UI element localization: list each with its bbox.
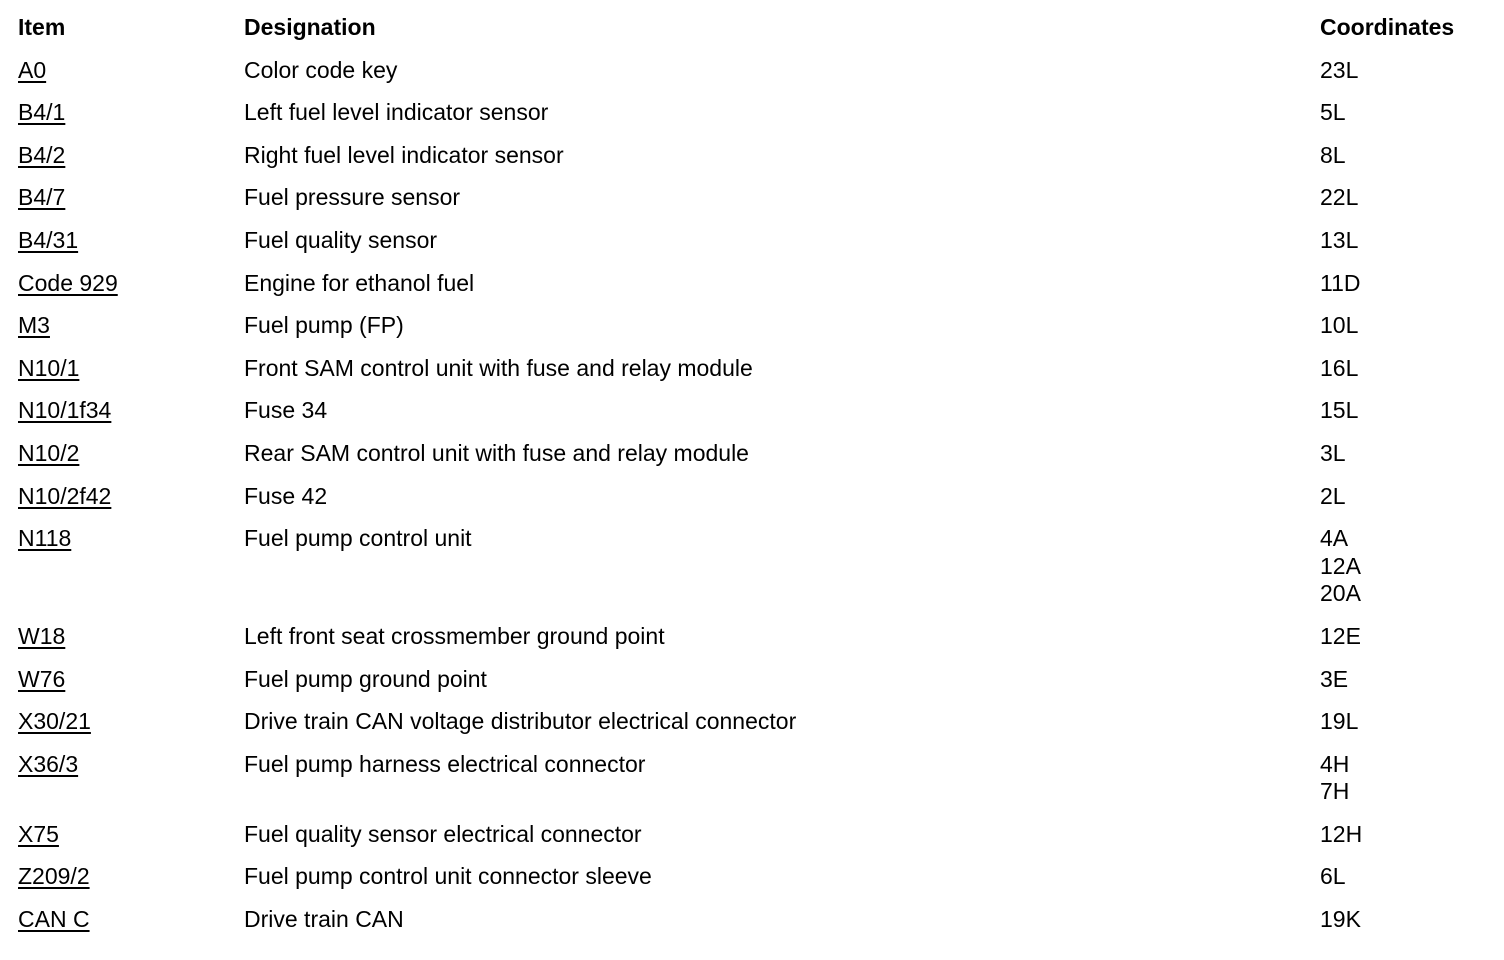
item-cell [18,821,244,849]
designation-cell: Fuse 42 [244,482,328,509]
designation-cell: Right fuel level indicator sensor [244,141,564,168]
coordinates-cell [1320,906,1498,934]
item-cell [18,863,244,891]
coordinate-value: 12E [1320,622,1361,649]
item-link[interactable]: B4/2 [18,141,66,168]
item-cell [18,906,244,934]
coordinate-value: 12A [1320,552,1361,579]
coordinates-cell [1320,708,1498,736]
item-link[interactable]: M3 [18,312,50,339]
legend-row [18,270,1498,313]
coordinate-value: 12H [1320,820,1363,847]
coordinate-value: 20A [1320,580,1361,607]
coordinate-value: 3L [1320,439,1346,466]
coordinate-value: 5L [1320,99,1346,126]
coordinate-value: 2L [1320,482,1346,509]
legend-row [18,821,1498,864]
coordinates-cell [1320,57,1498,85]
component-legend-table [18,14,1498,949]
legend-header-row [18,14,1498,57]
item-cell [18,142,244,170]
item-link[interactable]: B4/7 [18,184,66,211]
legend-row [18,184,1498,227]
designation-cell: Rear SAM control unit with fuse and relay module [244,439,749,466]
coordinate-value: 4A [1320,525,1349,552]
item-cell [18,440,244,468]
coordinates-cell [1320,99,1498,127]
coordinate-value: 8L [1320,141,1346,168]
item-link[interactable]: CAN C [18,906,90,933]
item-cell [18,99,244,127]
legend-row [18,142,1498,185]
designation-cell: Fuel pressure sensor [244,184,461,211]
item-link[interactable]: X30/21 [18,708,91,735]
item-cell [18,184,244,212]
coordinates-cell [1320,623,1498,651]
item-link[interactable]: N10/1 [18,354,80,381]
designation-cell: Color code key [244,56,398,83]
coordinates-cell [1320,666,1498,694]
coordinates-cell [1320,397,1498,425]
item-link[interactable]: N10/1f34 [18,397,112,424]
item-cell [18,666,244,694]
item-cell [18,483,244,511]
item-link[interactable]: Code 929 [18,269,118,296]
legend-row [18,863,1498,906]
coordinates-cell [1320,751,1498,806]
item-link[interactable]: N10/2f42 [18,482,112,509]
legend-row [18,397,1498,440]
item-link[interactable]: B4/31 [18,226,79,253]
legend-row [18,312,1498,355]
designation-column-header: Designation [244,14,376,40]
legend-row [18,906,1498,949]
item-cell [18,227,244,255]
legend-row [18,666,1498,709]
designation-cell: Fuel pump (FP) [244,312,404,339]
legend-row [18,99,1498,142]
item-cell [18,623,244,651]
designation-cell: Fuel pump control unit connector sleeve [244,863,652,890]
item-cell [18,57,244,85]
designation-cell: Fuel pump harness electrical connector [244,750,646,777]
coordinates-cell [1320,863,1498,891]
legend-row [18,708,1498,751]
designation-cell: Front SAM control unit with fuse and relay module [244,354,753,381]
coordinate-value: 6L [1320,863,1346,890]
legend-body [18,57,1498,949]
legend-row [18,751,1498,821]
coordinates-cell [1320,142,1498,170]
coordinates-column-header: Coordinates [1320,14,1455,40]
designation-cell: Fuel quality sensor [244,226,438,253]
item-cell [18,312,244,340]
item-link[interactable]: A0 [18,56,47,83]
coordinates-cell [1320,821,1498,849]
legend-row [18,57,1498,100]
item-link[interactable]: N118 [18,525,72,552]
item-link[interactable]: W76 [18,665,66,692]
item-cell [18,708,244,736]
designation-cell: Engine for ethanol fuel [244,269,475,296]
legend-row [18,440,1498,483]
item-link[interactable]: B4/1 [18,99,66,126]
coordinate-value: 16L [1320,354,1359,381]
coordinates-cell [1320,184,1498,212]
item-link[interactable]: Z209/2 [18,863,90,890]
coordinate-value: 3E [1320,665,1349,692]
coordinate-value: 4H [1320,750,1350,777]
item-cell [18,270,244,298]
item-link[interactable]: W18 [18,622,66,649]
item-link[interactable]: X75 [18,820,59,847]
coordinate-value: 22L [1320,184,1359,211]
item-cell [18,397,244,425]
coordinates-cell [1320,483,1498,511]
item-cell [18,751,244,779]
coordinate-value: 19K [1320,906,1361,933]
coordinate-value: 11D [1320,269,1361,296]
legend-row [18,227,1498,270]
coordinates-cell [1320,355,1498,383]
coordinate-value: 19L [1320,708,1359,735]
item-link[interactable]: N10/2 [18,439,80,466]
designation-cell: Fuel quality sensor electrical connector [244,820,642,847]
item-cell [18,355,244,383]
coordinates-cell [1320,270,1498,298]
coordinates-cell [1320,312,1498,340]
legend-row [18,525,1498,623]
coordinate-value: 7H [1320,778,1350,805]
designation-cell: Drive train CAN [244,906,404,933]
item-cell [18,525,244,553]
coordinates-cell [1320,227,1498,255]
legend-row [18,623,1498,666]
coordinate-value: 13L [1320,226,1359,253]
coordinate-value: 15L [1320,397,1359,424]
coordinates-cell [1320,440,1498,468]
designation-cell: Fuse 34 [244,397,328,424]
designation-cell: Drive train CAN voltage distributor electrical connector [244,708,797,735]
legend-row [18,355,1498,398]
item-column-header: Item [18,14,66,40]
coordinates-cell [1320,525,1498,608]
designation-cell: Left fuel level indicator sensor [244,99,549,126]
designation-cell: Fuel pump control unit [244,525,472,552]
coordinate-value: 10L [1320,312,1359,339]
legend-row [18,483,1498,526]
designation-cell: Fuel pump ground point [244,665,487,692]
coordinate-value: 23L [1320,56,1359,83]
item-link[interactable]: X36/3 [18,750,79,777]
designation-cell: Left front seat crossmember ground point [244,622,665,649]
